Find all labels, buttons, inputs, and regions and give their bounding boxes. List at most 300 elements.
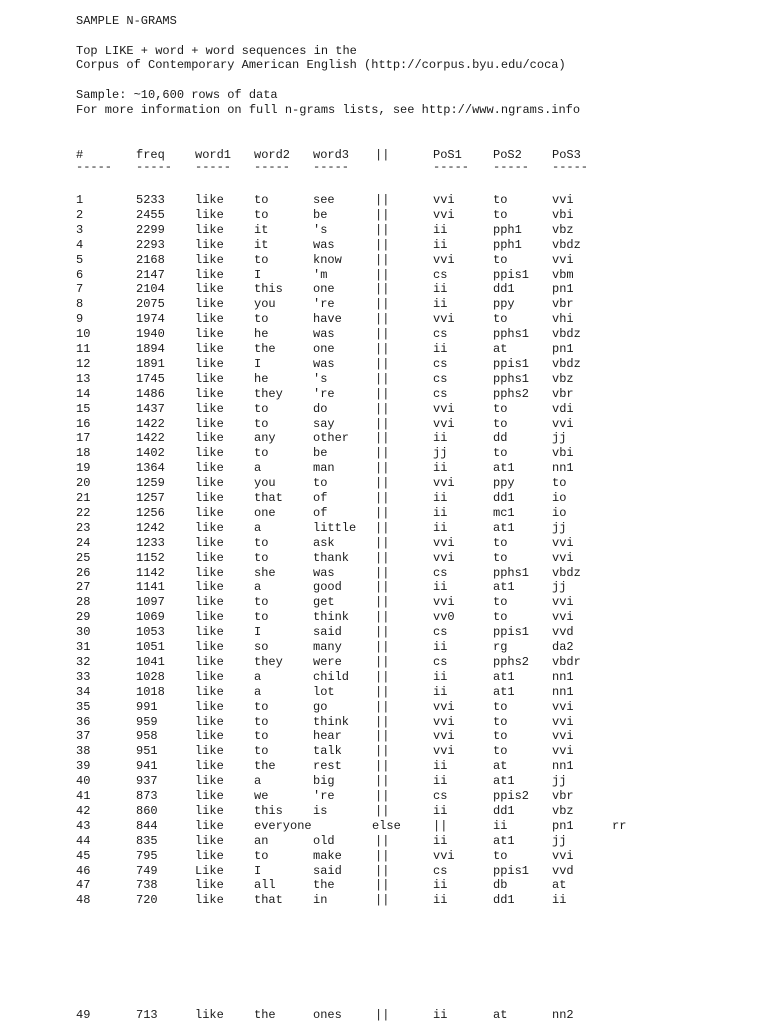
row-word2: I: [254, 267, 262, 282]
row-pos1: ii: [493, 818, 508, 833]
row-freq: 749: [136, 863, 158, 878]
row-pos2: to: [493, 207, 508, 222]
row-freq: 2455: [136, 207, 165, 222]
row-freq: 1894: [136, 342, 165, 356]
row-index: 3: [76, 222, 84, 237]
row-pos2: ppis1: [493, 625, 530, 640]
row-word2: one: [254, 505, 276, 520]
row-freq: 860: [136, 803, 158, 818]
row-pos1: ii: [433, 684, 448, 699]
row-word3: little: [313, 520, 357, 535]
row-pos2: dd1: [493, 491, 515, 505]
row-pos1: vvi: [433, 312, 455, 327]
row-index: 23: [76, 520, 91, 535]
row-index: 26: [76, 565, 91, 580]
row-pos1: ii: [433, 222, 448, 237]
table-row: [0, 729, 768, 744]
row-index: 43: [76, 818, 91, 833]
row-word1: like: [195, 714, 224, 729]
row-pos3: vvi: [552, 535, 574, 550]
row-index: 11: [76, 342, 91, 356]
row-word3: go: [313, 699, 328, 714]
row-word2: she: [254, 565, 276, 580]
row-pos3: jj: [552, 580, 567, 595]
row-pos3: io: [552, 505, 567, 520]
row-freq: 835: [136, 833, 158, 848]
row-pos2: dd: [493, 431, 508, 446]
table-row: [0, 595, 768, 610]
row-word3: big: [313, 774, 335, 789]
row-separator: ||: [375, 252, 390, 267]
table-row: [0, 864, 768, 879]
row-separator: ||: [375, 491, 390, 505]
row-index: 32: [76, 654, 91, 669]
row-index: 49: [76, 1008, 91, 1022]
row-separator: ||: [375, 729, 390, 744]
row-word2: I: [254, 625, 262, 640]
row-pos3: vvi: [552, 610, 574, 625]
row-pos3: vbi: [552, 446, 574, 461]
col-header-freq: freq: [136, 148, 165, 162]
row-word3: think: [313, 714, 350, 729]
row-word2: so: [254, 640, 269, 654]
row-index: 37: [76, 729, 91, 744]
row-pos3: vbdz: [552, 356, 581, 371]
row-index: 7: [76, 282, 84, 297]
row-freq: 1259: [136, 476, 165, 491]
row-index: 13: [76, 371, 91, 386]
row-pos1: vvi: [433, 714, 455, 729]
row-word1: like: [195, 520, 224, 535]
table-row: [0, 253, 768, 268]
row-word1: like: [195, 386, 224, 401]
row-pos3: vbdz: [552, 327, 581, 342]
row-index: 35: [76, 699, 91, 714]
row-separator: ||: [375, 193, 390, 207]
row-freq: 1745: [136, 371, 165, 386]
row-word2: a: [254, 461, 262, 476]
row-pos3: vbdr: [552, 654, 581, 669]
row-index: 30: [76, 625, 91, 640]
row-pos3: vbdz: [552, 565, 581, 580]
row-pos3: vvi: [552, 595, 574, 610]
row-pos2: mc1: [493, 505, 515, 520]
row-freq: 941: [136, 759, 158, 774]
row-pos3: vvi: [552, 744, 574, 759]
row-word3: be: [313, 446, 328, 461]
row-word3: was: [313, 565, 335, 580]
row-word2: to: [254, 446, 269, 461]
row-index: 4: [76, 237, 84, 252]
row-separator: ||: [375, 327, 390, 342]
row-separator: ||: [375, 416, 390, 431]
row-pos2: at1: [493, 580, 515, 595]
table-row: [0, 566, 768, 581]
table-row: [0, 685, 768, 700]
row-pos1: cs: [433, 356, 448, 371]
row-pos3: nn1: [552, 461, 574, 476]
table-row: [0, 431, 768, 446]
table-row: [0, 342, 768, 357]
table-row: [0, 238, 768, 253]
row-index: 40: [76, 774, 91, 789]
row-pos3: vbz: [552, 222, 574, 237]
row-pos1: cs: [433, 565, 448, 580]
table-row: [0, 625, 768, 640]
table-row: [0, 491, 768, 506]
row-index: 47: [76, 878, 91, 893]
row-separator: ||: [375, 535, 390, 550]
row-pos3: vbz: [552, 371, 574, 386]
row-index: 42: [76, 803, 91, 818]
row-pos3: nn1: [552, 759, 574, 774]
row-word2: it: [254, 222, 269, 237]
row-pos3: nn1: [552, 684, 574, 699]
row-pos3: vvi: [552, 193, 574, 207]
row-index: 41: [76, 789, 91, 803]
row-pos1: vvi: [433, 699, 455, 714]
row-freq: 2075: [136, 297, 165, 312]
row-pos3: vvi: [552, 252, 574, 267]
row-separator: ||: [375, 371, 390, 386]
row-separator: ||: [375, 520, 390, 535]
row-word3: is: [313, 803, 328, 818]
row-freq: 1940: [136, 327, 165, 342]
table-row: [0, 223, 768, 238]
row-word1: like: [195, 312, 224, 327]
row-word3: good: [313, 580, 342, 595]
row-pos3: jj: [552, 431, 567, 446]
row-word1: like: [195, 371, 224, 386]
col-header-word1: word1: [195, 148, 232, 162]
row-separator: ||: [375, 654, 390, 669]
row-pos2: pphs1: [493, 565, 530, 580]
row-freq: 1422: [136, 431, 165, 446]
table-row: [0, 834, 768, 849]
col-header-pos1: PoS1: [433, 148, 462, 162]
row-pos2: to: [493, 446, 508, 461]
row-word2: this: [254, 282, 283, 297]
row-word1: like: [195, 759, 224, 774]
row-word1: like: [195, 282, 224, 297]
row-separator: ||: [375, 1008, 390, 1022]
row-freq: 1402: [136, 446, 165, 461]
row-word1: like: [195, 342, 224, 356]
row-index: 15: [76, 401, 91, 416]
row-pos1: vvi: [433, 416, 455, 431]
row-word3: child: [313, 669, 350, 684]
table-row: [0, 312, 768, 327]
row-freq: 720: [136, 893, 158, 908]
table-row: [0, 268, 768, 283]
row-word1: like: [195, 803, 224, 818]
row-pos1: vvi: [433, 729, 455, 744]
row-index: 17: [76, 431, 91, 446]
row-index: 38: [76, 744, 91, 759]
row-pos3: vbr: [552, 386, 574, 401]
row-word1: like: [195, 356, 224, 371]
row-word1: like: [195, 580, 224, 595]
table-row: [0, 849, 768, 864]
row-pos1: ii: [433, 282, 448, 297]
doc-description-line-2: Corpus of Contemporary American English (http://corpus.byu.edu/coca): [76, 58, 566, 72]
row-word2: he: [254, 327, 269, 342]
row-index: 10: [76, 327, 91, 342]
row-pos2: ppis1: [493, 267, 530, 282]
row-index: 46: [76, 863, 91, 878]
row-separator: ||: [375, 774, 390, 789]
row-word2: it: [254, 237, 269, 252]
row-index: 36: [76, 714, 91, 729]
row-pos1: ii: [433, 669, 448, 684]
row-word2: they: [254, 654, 283, 669]
row-separator: ||: [375, 476, 390, 491]
row-pos2: at1: [493, 833, 515, 848]
row-freq: 713: [136, 1008, 158, 1022]
row-pos1: ii: [433, 640, 448, 654]
row-freq: 1041: [136, 654, 165, 669]
row-word2: a: [254, 669, 262, 684]
row-pos2: to: [493, 729, 508, 744]
row-separator: ||: [375, 550, 390, 565]
table-row: [0, 700, 768, 715]
row-pos2: pphs2: [493, 386, 530, 401]
table-row: [0, 744, 768, 759]
row-separator: ||: [375, 297, 390, 312]
row-separator: ||: [375, 610, 390, 625]
row-index: 6: [76, 267, 84, 282]
row-pos3: vdi: [552, 401, 574, 416]
row-pos1: jj: [433, 446, 448, 461]
row-pos1: ii: [433, 759, 448, 774]
row-word3: thank: [313, 550, 350, 565]
row-word1: like: [195, 222, 224, 237]
table-row: [0, 417, 768, 432]
row-word3: was: [313, 237, 335, 252]
row-index: 33: [76, 669, 91, 684]
row-pos2: to: [493, 744, 508, 759]
row-index: 9: [76, 312, 84, 327]
row-word1: like: [195, 744, 224, 759]
row-pos1: vv0: [433, 610, 455, 625]
row-freq: 1152: [136, 550, 165, 565]
row-freq: 1051: [136, 640, 165, 654]
row-word2: everyone: [254, 818, 312, 833]
row-word2: this: [254, 803, 283, 818]
row-word1: like: [195, 550, 224, 565]
row-pos2: pph1: [493, 237, 522, 252]
row-index: 27: [76, 580, 91, 595]
row-separator: ||: [375, 580, 390, 595]
row-word3: one: [313, 342, 335, 356]
row-pos1: cs: [433, 267, 448, 282]
row-separator: ||: [375, 595, 390, 610]
row-pos3: vbm: [552, 267, 574, 282]
row-pos1: ii: [433, 833, 448, 848]
row-pos1: ii: [433, 342, 448, 356]
row-pos3: vbr: [552, 297, 574, 312]
row-word1: like: [195, 535, 224, 550]
row-pos1: vvi: [433, 401, 455, 416]
row-pos1: cs: [433, 386, 448, 401]
row-word2: I: [254, 356, 262, 371]
row-index: 18: [76, 446, 91, 461]
table-row: [0, 506, 768, 521]
row-pos3: vbr: [552, 789, 574, 803]
row-word3: 'm: [313, 267, 328, 282]
row-index: 25: [76, 550, 91, 565]
row-separator: ||: [375, 863, 390, 878]
row-pos1: ii: [433, 491, 448, 505]
row-freq: 2293: [136, 237, 165, 252]
row-separator: ||: [375, 267, 390, 282]
row-freq: 1437: [136, 401, 165, 416]
row-pos1: cs: [433, 654, 448, 669]
row-word3: one: [313, 282, 335, 297]
row-index: 48: [76, 893, 91, 908]
table-row: [0, 282, 768, 297]
row-word2: to: [254, 401, 269, 416]
row-index: 8: [76, 297, 84, 312]
row-pos1: ii: [433, 520, 448, 535]
table-row: [0, 789, 768, 804]
row-word3: make: [313, 848, 342, 863]
row-pos2: to: [493, 595, 508, 610]
row-pos1: cs: [433, 371, 448, 386]
row-pos1: vvi: [433, 550, 455, 565]
row-pos2: dd1: [493, 803, 515, 818]
row-pos2: at1: [493, 669, 515, 684]
row-word3: 're: [313, 297, 335, 312]
row-word2: we: [254, 789, 269, 803]
row-freq: 959: [136, 714, 158, 729]
row-index: 22: [76, 505, 91, 520]
row-word2: that: [254, 893, 283, 908]
row-pos1: ii: [433, 1008, 448, 1022]
table-row: [0, 655, 768, 670]
row-pos3: pn1: [552, 342, 574, 356]
row-separator: ||: [375, 625, 390, 640]
underline-pos2: -----: [493, 160, 530, 174]
row-word2: to: [254, 252, 269, 267]
row-word2: you: [254, 476, 276, 491]
row-pos3: nn2: [552, 1008, 574, 1022]
row-pos3: jj: [552, 774, 567, 789]
row-separator: ||: [433, 818, 448, 833]
row-separator: ||: [375, 878, 390, 893]
row-word3: were: [313, 654, 342, 669]
table-row: [0, 476, 768, 491]
row-separator: ||: [375, 401, 390, 416]
row-freq: 844: [136, 818, 158, 833]
row-freq: 2168: [136, 252, 165, 267]
row-word1: like: [195, 446, 224, 461]
row-word1: like: [195, 610, 224, 625]
row-pos2: pphs2: [493, 654, 530, 669]
row-pos2: ppis1: [493, 863, 530, 878]
row-word3: was: [313, 327, 335, 342]
col-header-separator: ||: [375, 148, 390, 162]
row-separator: ||: [375, 505, 390, 520]
row-word1: like: [195, 729, 224, 744]
col-header-pos3: PoS3: [552, 148, 581, 162]
row-pos3: vvi: [552, 550, 574, 565]
row-index: 19: [76, 461, 91, 476]
row-index: 34: [76, 684, 91, 699]
row-pos3: jj: [552, 520, 567, 535]
row-pos1: vvi: [433, 535, 455, 550]
row-freq: 2299: [136, 222, 165, 237]
col-header-pos2: PoS2: [493, 148, 522, 162]
underline-pos3: -----: [552, 160, 589, 174]
row-word2: to: [254, 714, 269, 729]
row-word3: think: [313, 610, 350, 625]
row-freq: 738: [136, 878, 158, 893]
table-row: [0, 1008, 768, 1023]
table-row: [0, 640, 768, 655]
row-word1: like: [195, 893, 224, 908]
row-pos1: vvi: [433, 848, 455, 863]
row-index: 16: [76, 416, 91, 431]
row-word1: like: [195, 595, 224, 610]
row-pos2: at: [493, 759, 508, 774]
row-pos3: vbdz: [552, 237, 581, 252]
row-pos2: to: [493, 416, 508, 431]
row-separator: ||: [375, 684, 390, 699]
row-separator: ||: [375, 312, 390, 327]
row-word3: hear: [313, 729, 342, 744]
row-word2: to: [254, 193, 269, 207]
row-word3: ask: [313, 535, 335, 550]
row-index: 5: [76, 252, 84, 267]
row-word1: like: [195, 848, 224, 863]
row-word1: like: [195, 476, 224, 491]
row-pos1: ii: [433, 505, 448, 520]
row-word3: rest: [313, 759, 342, 774]
row-freq: 1257: [136, 491, 165, 505]
row-word2: the: [254, 342, 276, 356]
row-word2: any: [254, 431, 276, 446]
row-freq: 1142: [136, 565, 165, 580]
row-freq: 1891: [136, 356, 165, 371]
row-word1: like: [195, 640, 224, 654]
row-pos1: vvi: [433, 252, 455, 267]
row-word2: all: [254, 878, 276, 893]
row-pos2: to: [493, 699, 508, 714]
row-pos3: vvi: [552, 848, 574, 863]
row-separator: ||: [375, 461, 390, 476]
row-separator: ||: [375, 744, 390, 759]
row-word3: said: [313, 863, 342, 878]
row-freq: 795: [136, 848, 158, 863]
row-word2: to: [254, 610, 269, 625]
row-word2: to: [254, 595, 269, 610]
row-index: 28: [76, 595, 91, 610]
row-word2: an: [254, 833, 269, 848]
row-word1: like: [195, 267, 224, 282]
row-pos1: ii: [433, 878, 448, 893]
row-word1: like: [195, 461, 224, 476]
table-row: [0, 297, 768, 312]
table-row: [0, 670, 768, 685]
table-row: [0, 893, 768, 908]
row-freq: 1141: [136, 580, 165, 595]
row-word1: like: [195, 207, 224, 222]
row-word2: a: [254, 774, 262, 789]
underline-pos1: -----: [433, 160, 470, 174]
row-word2: that: [254, 491, 283, 505]
row-word1: like: [195, 431, 224, 446]
